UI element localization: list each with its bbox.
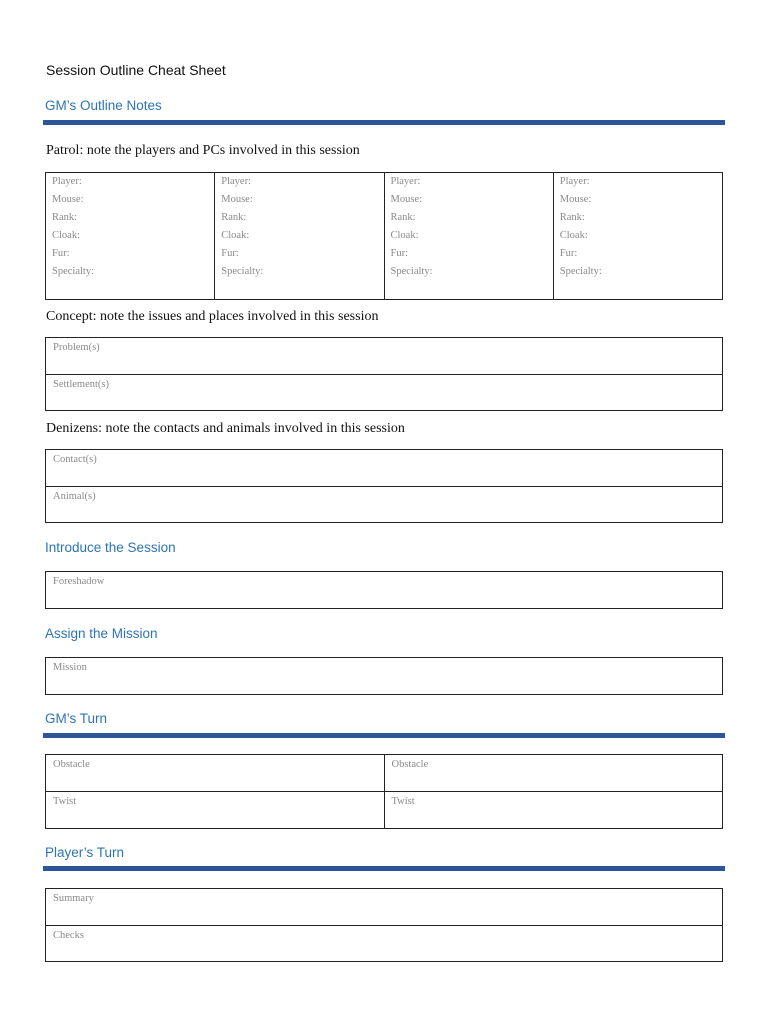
foreshadow-label: Foreshadow <box>53 576 105 587</box>
section-rule <box>43 120 725 125</box>
cloak-field[interactable]: Cloak: <box>52 230 80 241</box>
patrol-column-1 <box>46 173 214 299</box>
rank-field[interactable]: Rank: <box>221 212 247 223</box>
specialty-field[interactable]: Specialty: <box>390 266 433 277</box>
rank-field[interactable]: Rank: <box>390 212 416 223</box>
patrol-instruction: Patrol: note the players and PCs involved in this session <box>46 143 360 158</box>
problems-label: Problem(s) <box>53 342 100 353</box>
animals-label: Animal(s) <box>53 491 96 502</box>
contacts-row[interactable] <box>46 450 722 486</box>
gms-turn-box <box>45 754 723 829</box>
fur-field[interactable]: Fur: <box>221 248 239 259</box>
mouse-field[interactable]: Mouse: <box>390 194 422 205</box>
section-rule <box>43 866 725 871</box>
settlements-row[interactable] <box>46 374 722 410</box>
summary-row[interactable] <box>46 889 722 925</box>
checks-label: Checks <box>53 930 84 941</box>
heading-assign-mission: Assign the Mission <box>45 626 158 641</box>
player-field[interactable]: Player: <box>221 176 251 187</box>
cloak-field[interactable]: Cloak: <box>221 230 250 241</box>
obstacle-cell-right[interactable] <box>384 755 723 791</box>
twist-label: Twist <box>391 796 415 807</box>
obstacle-label: Obstacle <box>53 759 90 770</box>
checks-row[interactable] <box>46 925 722 961</box>
contacts-label: Contact(s) <box>53 454 97 465</box>
foreshadow-row[interactable] <box>46 572 722 608</box>
player-field[interactable]: Player: <box>559 176 590 187</box>
heading-gms-turn: GM’s Turn <box>45 711 108 726</box>
animals-row[interactable] <box>46 486 722 522</box>
player-field[interactable]: Player: <box>390 176 421 187</box>
patrol-table <box>45 172 723 300</box>
heading-introduce-session: Introduce the Session <box>45 540 176 555</box>
mission-label: Mission <box>53 662 87 673</box>
fur-field[interactable]: Fur: <box>52 248 70 259</box>
mouse-field[interactable]: Mouse: <box>221 194 253 205</box>
patrol-column-4 <box>553 173 722 299</box>
twist-row <box>46 791 722 828</box>
settlements-label: Settlement(s) <box>53 379 109 390</box>
twist-cell-right[interactable] <box>384 792 723 828</box>
fur-field[interactable]: Fur: <box>390 248 409 259</box>
cloak-field[interactable]: Cloak: <box>559 230 588 241</box>
fur-field[interactable]: Fur: <box>559 248 578 259</box>
patrol-column-2 <box>214 173 383 299</box>
denizens-box <box>45 449 723 523</box>
rank-field[interactable]: Rank: <box>52 212 78 223</box>
concept-instruction: Concept: note the issues and places involved in this session <box>46 309 379 324</box>
patrol-column-3 <box>384 173 553 299</box>
concept-box <box>45 337 723 411</box>
mouse-field[interactable]: Mouse: <box>52 194 84 205</box>
document-title: Session Outline Cheat Sheet <box>46 62 226 78</box>
obstacle-cell-left[interactable] <box>46 755 384 791</box>
heading-gm-outline-notes: GM’s Outline Notes <box>45 98 162 113</box>
section-rule <box>43 733 725 738</box>
summary-label: Summary <box>53 893 94 904</box>
rank-field[interactable]: Rank: <box>559 212 585 223</box>
twist-label: Twist <box>53 796 77 807</box>
player-field[interactable]: Player: <box>52 176 82 187</box>
obstacle-row <box>46 755 722 791</box>
specialty-field[interactable]: Specialty: <box>221 266 264 277</box>
mouse-field[interactable]: Mouse: <box>559 194 592 205</box>
mission-row[interactable] <box>46 658 722 694</box>
introduce-box <box>45 571 723 609</box>
twist-cell-left[interactable] <box>46 792 384 828</box>
heading-players-turn: Player’s Turn <box>45 845 125 860</box>
denizens-instruction: Denizens: note the contacts and animals involved in this session <box>46 421 405 436</box>
problems-row[interactable] <box>46 338 722 374</box>
players-turn-box <box>45 888 723 962</box>
obstacle-label: Obstacle <box>391 759 429 770</box>
specialty-field[interactable]: Specialty: <box>559 266 602 277</box>
cloak-field[interactable]: Cloak: <box>390 230 419 241</box>
specialty-field[interactable]: Specialty: <box>52 266 94 277</box>
assign-box <box>45 657 723 695</box>
